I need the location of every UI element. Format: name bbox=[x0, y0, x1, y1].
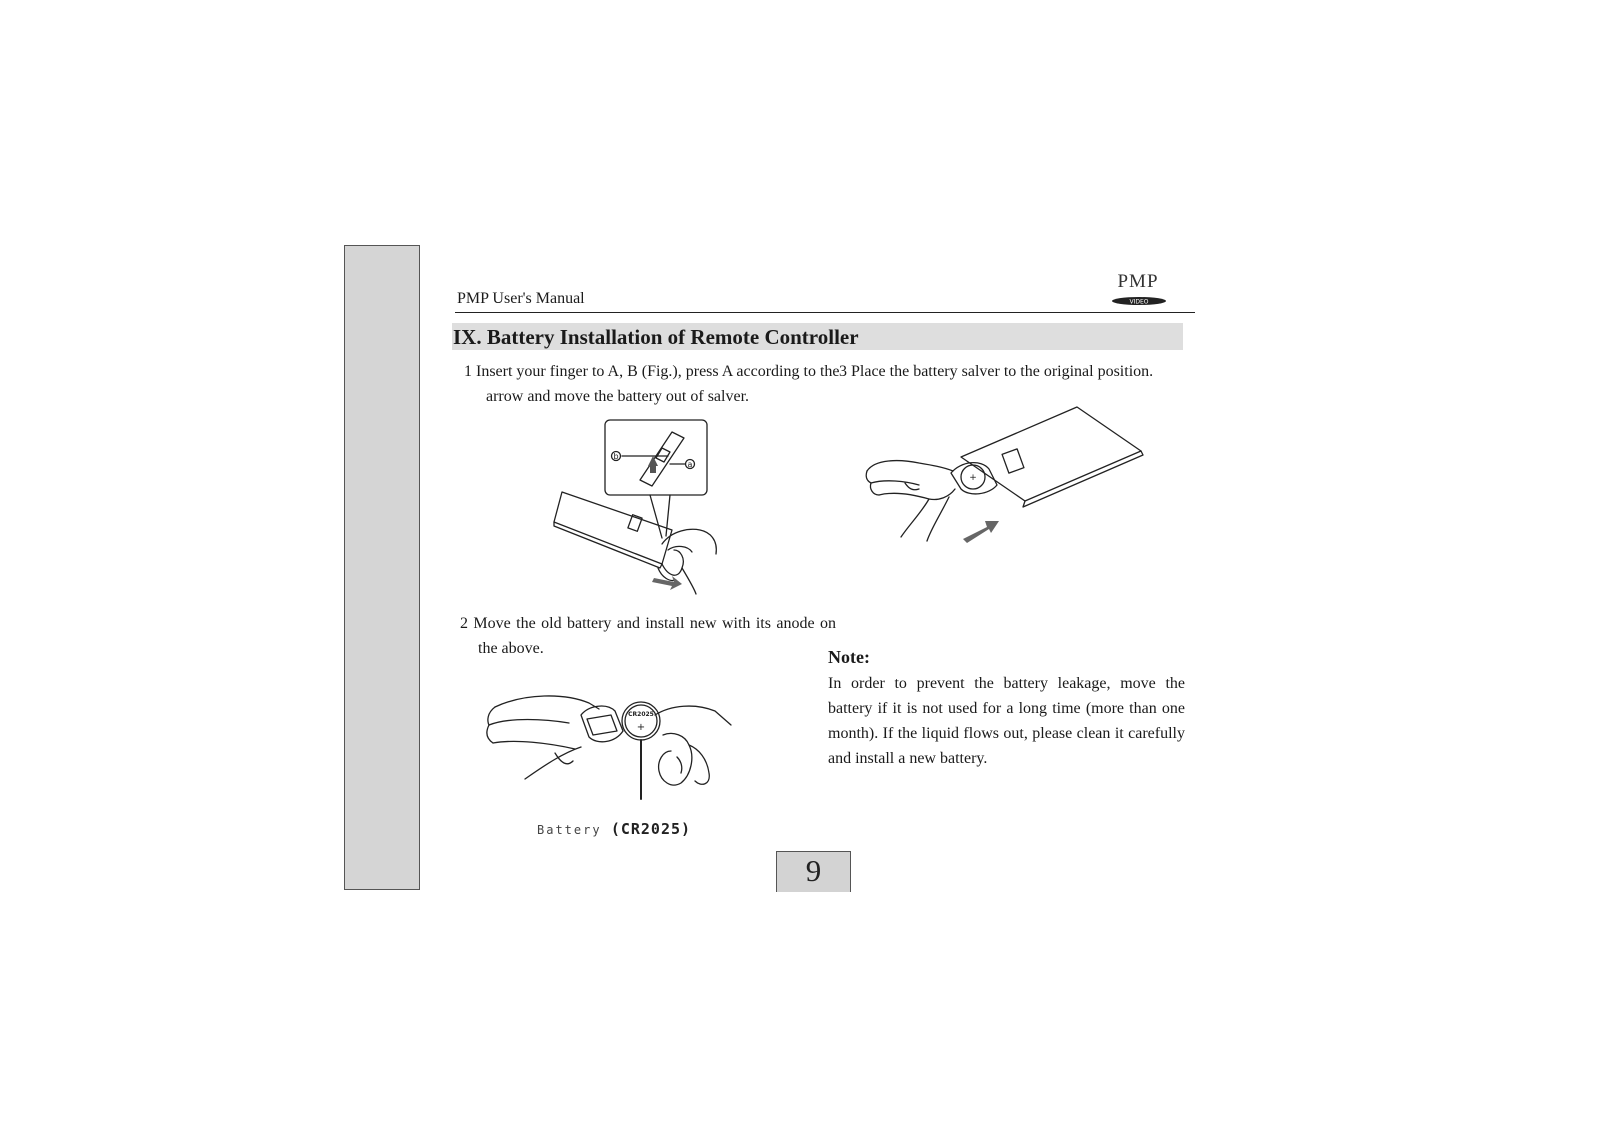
header-rule bbox=[455, 312, 1195, 313]
battery-model: (CR2025) bbox=[610, 820, 692, 838]
step-1-text: 1 Insert your finger to A, B (Fig.), press A according to the arrow and move the battery out of salver. bbox=[464, 363, 840, 405]
page-number: 9 bbox=[776, 851, 851, 892]
coin-text: CR2025 bbox=[628, 711, 654, 718]
battery-word: Battery bbox=[537, 823, 602, 837]
label-b: b bbox=[613, 452, 619, 461]
figure-remove-salver bbox=[550, 418, 730, 596]
figure-insert-salver bbox=[865, 403, 1155, 563]
note-heading: Note: bbox=[828, 647, 870, 667]
manual-title: PMP User's Manual bbox=[457, 290, 585, 307]
svg-text:+: + bbox=[969, 473, 977, 483]
label-a: a bbox=[687, 460, 693, 469]
step-3-text: 3 Place the battery salver to the original position. bbox=[839, 363, 1154, 380]
battery-caption bbox=[537, 820, 691, 838]
figure-replace-battery bbox=[485, 695, 745, 815]
logo-text: PMP bbox=[1117, 271, 1159, 292]
margin-tab bbox=[344, 245, 420, 890]
svg-text:+: + bbox=[636, 722, 646, 733]
pmp-logo bbox=[1108, 271, 1168, 307]
section-title: IX. Battery Installation of Remote Controller bbox=[453, 325, 859, 349]
svg-text:VIDEO: VIDEO bbox=[1129, 298, 1149, 305]
step-2-text: 2 Move the old battery and install new with its anode on the above. bbox=[460, 615, 836, 657]
logo-band bbox=[1112, 297, 1166, 305]
note-body: In order to prevent the battery leakage, move the battery if it is not used for a long time (more than one month). If the liquid flows out, please clean it carefully and install a new battery. bbox=[828, 675, 1185, 767]
